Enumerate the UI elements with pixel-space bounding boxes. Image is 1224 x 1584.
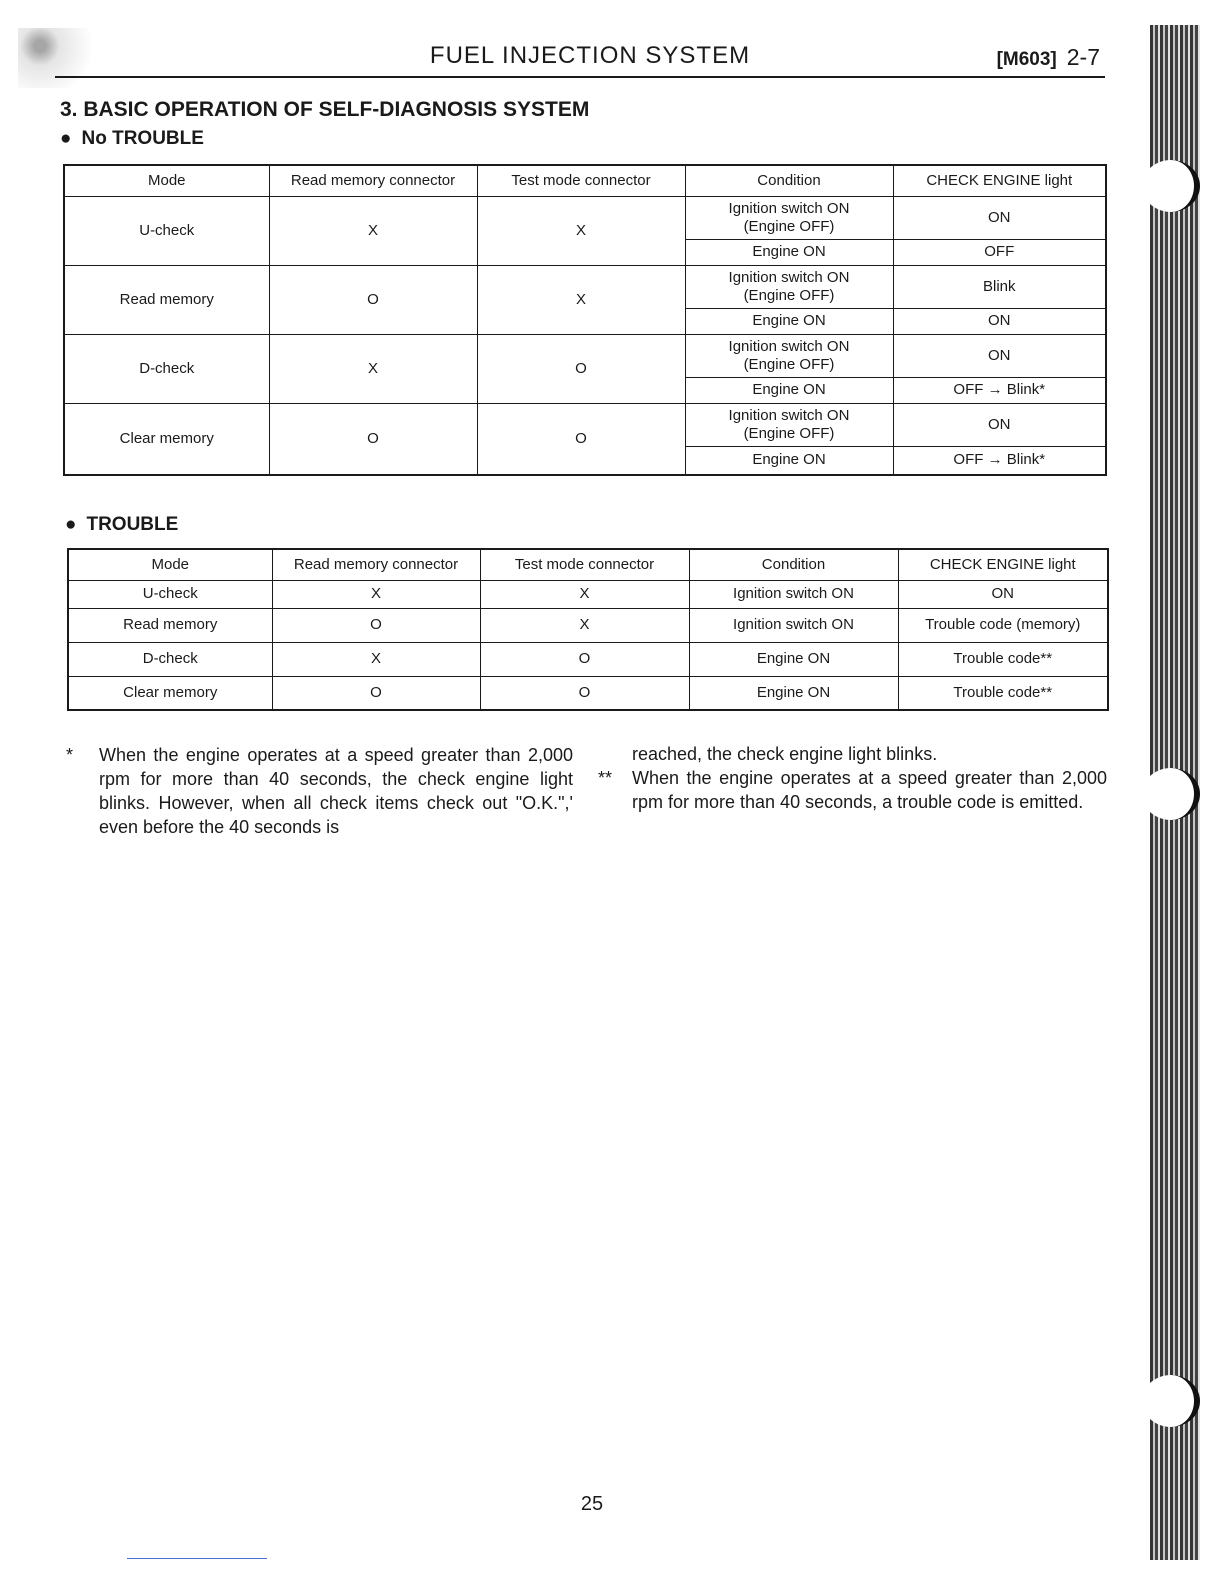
condition-cell: Ignition switch ON (Engine OFF) bbox=[685, 265, 893, 308]
read-memory-cell: X bbox=[272, 580, 480, 608]
test-mode-cell: X bbox=[480, 608, 689, 642]
light-cell: OFF → Blink* bbox=[893, 446, 1106, 475]
table-header-row bbox=[68, 549, 1108, 580]
read-memory-cell: X bbox=[272, 642, 480, 676]
footnote-1-continuation: reached, the check engine light blinks. bbox=[632, 744, 938, 764]
light-cell: ON bbox=[893, 334, 1106, 377]
column-header: Condition bbox=[685, 165, 893, 196]
column-header: Condition bbox=[689, 549, 898, 580]
trouble-heading bbox=[65, 514, 178, 536]
manual-code: [M603] bbox=[996, 49, 1057, 70]
light-cell: OFF → Blink* bbox=[893, 377, 1106, 403]
mode-cell: D-check bbox=[64, 334, 269, 403]
test-mode-cell: O bbox=[480, 676, 689, 710]
test-mode-cell: O bbox=[477, 334, 685, 403]
column-header: Read memory connector bbox=[272, 549, 480, 580]
footnote-2-text: When the engine operates at a speed greater than 2,000 rpm for more than 40 seconds, a trouble code is emitted. bbox=[632, 768, 1107, 812]
condition-cell: Engine ON bbox=[685, 239, 893, 265]
no-trouble-heading bbox=[60, 128, 204, 150]
condition-cell: Engine ON bbox=[685, 377, 893, 403]
table-row bbox=[68, 608, 1108, 642]
light-cell: Blink bbox=[893, 265, 1106, 308]
table-row bbox=[68, 580, 1108, 608]
table-row bbox=[68, 642, 1108, 676]
table-row bbox=[68, 676, 1108, 710]
light-cell: ON bbox=[893, 196, 1106, 239]
header-rule bbox=[55, 76, 1105, 78]
footnote-mark-2: ** bbox=[598, 768, 613, 788]
mode-cell: U-check bbox=[68, 580, 272, 608]
no-trouble-label: No TROUBLE bbox=[81, 128, 204, 149]
condition-cell: Engine ON bbox=[685, 446, 893, 475]
mode-cell: D-check bbox=[68, 642, 272, 676]
footnote-1-text: When the engine operates at a speed greater than 2,000 rpm for more than 40 seconds, the check engine light blinks. However, when all check items check out "O.K.",' even before the 40 seconds is bbox=[99, 745, 573, 837]
scan-artifact-line bbox=[127, 1558, 267, 1559]
page-reference: 2-7 bbox=[1066, 44, 1100, 70]
mode-cell: U-check bbox=[64, 196, 269, 265]
read-memory-cell: O bbox=[272, 608, 480, 642]
read-memory-cell: X bbox=[269, 334, 477, 403]
column-header: CHECK ENGINE light bbox=[898, 549, 1108, 580]
light-cell: ON bbox=[898, 580, 1108, 608]
light-cell: Trouble code (memory) bbox=[898, 608, 1108, 642]
condition-cell: Engine ON bbox=[689, 642, 898, 676]
test-mode-cell: X bbox=[477, 196, 685, 265]
binder-hole bbox=[1142, 1375, 1200, 1427]
table-row bbox=[64, 403, 1106, 446]
mode-cell: Clear memory bbox=[68, 676, 272, 710]
light-cell: ON bbox=[893, 308, 1106, 334]
condition-cell: Engine ON bbox=[685, 308, 893, 334]
page-number: 25 bbox=[580, 1493, 604, 1515]
read-memory-cell: O bbox=[269, 403, 477, 475]
light-cell: Trouble code** bbox=[898, 676, 1108, 710]
condition-cell: Ignition switch ON (Engine OFF) bbox=[685, 196, 893, 239]
mode-cell: Read memory bbox=[64, 265, 269, 334]
page-header-code bbox=[997, 44, 1100, 71]
trouble-label: TROUBLE bbox=[86, 514, 179, 535]
binder-hole bbox=[1142, 160, 1200, 212]
page-header-title: FUEL INJECTION SYSTEM bbox=[429, 42, 751, 69]
condition-cell: Ignition switch ON bbox=[689, 608, 898, 642]
mode-cell: Read memory bbox=[68, 608, 272, 642]
test-mode-cell: X bbox=[480, 580, 689, 608]
bullet-icon: ● bbox=[60, 128, 72, 149]
column-header: CHECK ENGINE light bbox=[893, 165, 1106, 196]
no-trouble-table bbox=[63, 164, 1107, 476]
light-cell: ON bbox=[893, 403, 1106, 446]
table-header-row bbox=[64, 165, 1106, 196]
test-mode-cell: O bbox=[477, 403, 685, 475]
read-memory-cell: O bbox=[272, 676, 480, 710]
binder-hole bbox=[1142, 768, 1200, 820]
column-header: Mode bbox=[68, 549, 272, 580]
light-cell: Trouble code** bbox=[898, 642, 1108, 676]
condition-cell: Ignition switch ON (Engine OFF) bbox=[685, 334, 893, 377]
column-header: Test mode connector bbox=[480, 549, 689, 580]
bullet-icon: ● bbox=[65, 514, 77, 535]
column-header: Read memory connector bbox=[269, 165, 477, 196]
column-header: Mode bbox=[64, 165, 269, 196]
table-row bbox=[64, 265, 1106, 308]
read-memory-cell: O bbox=[269, 265, 477, 334]
test-mode-cell: X bbox=[477, 265, 685, 334]
table-row bbox=[64, 334, 1106, 377]
mode-cell: Clear memory bbox=[64, 403, 269, 475]
table-row bbox=[64, 196, 1106, 239]
section-title: 3. BASIC OPERATION OF SELF-DIAGNOSIS SYSTEM bbox=[60, 98, 590, 121]
footnote-mark-1: * bbox=[66, 745, 74, 765]
condition-cell: Engine ON bbox=[689, 676, 898, 710]
test-mode-cell: O bbox=[480, 642, 689, 676]
read-memory-cell: X bbox=[269, 196, 477, 265]
light-cell: OFF bbox=[893, 239, 1106, 265]
condition-cell: Ignition switch ON (Engine OFF) bbox=[685, 403, 893, 446]
trouble-table bbox=[67, 548, 1109, 711]
condition-cell: Ignition switch ON bbox=[689, 580, 898, 608]
column-header: Test mode connector bbox=[477, 165, 685, 196]
